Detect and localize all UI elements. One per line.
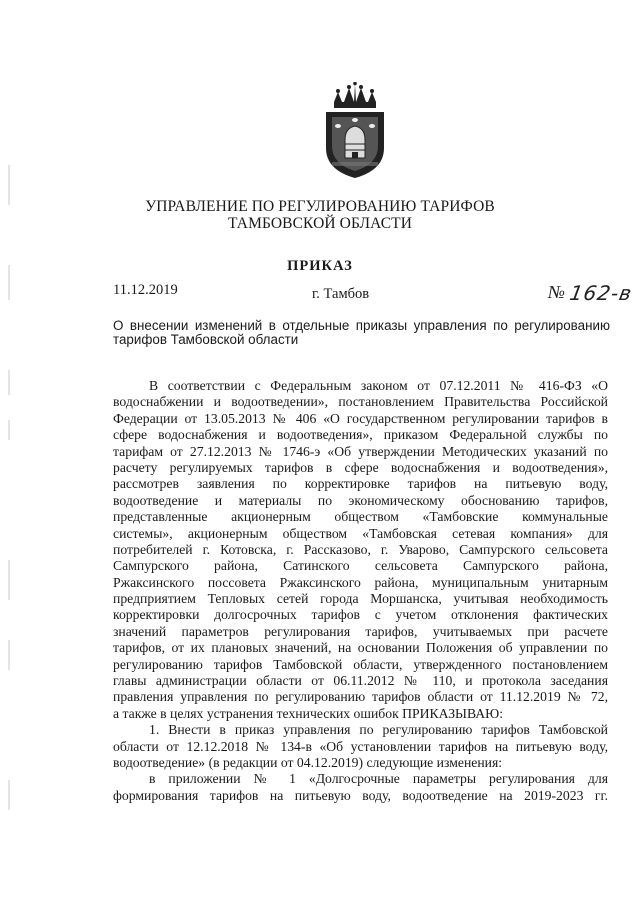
body-line: Сампурского района, Сатинского сельсовета Сампурского района,	[113, 558, 608, 574]
body-line: водоснабжении и водоотведении», постановлением Правительства Российской	[113, 394, 608, 410]
body-line: главы администрации области от 06.11.2012 № 110, и протокола заседания	[113, 673, 608, 689]
body-line: Ржаксинского поссовета Ржаксинского района, муниципальным унитарным	[113, 574, 608, 590]
order-body	[113, 378, 608, 804]
body-line: водоотведение» (в редакции от 04.12.2019) следующие изменения:	[113, 754, 503, 770]
agency-name-line2: ТАМБОВСКОЙ ОБЛАСТИ	[228, 215, 412, 232]
body-line: Федерации от 13.05.2013 № 406 «О государственном регулировании тарифов в	[113, 410, 608, 426]
order-date: 11.12.2019	[113, 282, 178, 298]
body-line: правления управления по регулированию тарифов области от 11.12.2019 № 72,	[113, 689, 608, 705]
body-line: водоотведение и материалы по экономическому обоснованию тарифов,	[113, 492, 608, 508]
body-line: сфере водоснабжения и водоотведения», приказом Федеральной службы по	[113, 427, 608, 443]
body-line: предприятием Тепловых сетей города Моршанска, учитывая необходимость	[113, 591, 608, 607]
subject-line: О внесении изменений в отдельные приказы управления по регулированию	[113, 318, 610, 333]
order-subject	[113, 319, 610, 347]
body-line: в приложении № 1 «Долгосрочные параметры регулирования для	[149, 771, 608, 787]
body-line: 1. Внести в приказ управления по регулированию тарифов Тамбовской	[149, 722, 608, 738]
body-line: системы», акционерным обществом «Тамбовская сетевая компания» для	[113, 525, 608, 541]
body-line: расчету регулируемых тарифов в сфере водоснабжения и водоотведения»,	[113, 459, 608, 475]
order-city: г. Тамбов	[312, 286, 370, 302]
body-line: тарифам от 27.12.2013 № 1746-э «Об утверждении Методических указаний по	[113, 443, 608, 459]
body-line: корректировки долгосрочных тарифов с учетом отклонения фактических	[113, 607, 608, 623]
body-line: значений параметров регулирования тарифов, учитываемых при расчете	[113, 623, 608, 639]
body-line: В соответствии с Федеральным законом от 07.12.2011 № 416-ФЗ «О	[149, 378, 608, 393]
body-line: рассмотрев заявления по корректировке тарифов на питьевую воду,	[113, 476, 608, 492]
body-line: потребителей г. Котовска, г. Рассказово, г. Уварово, Сампурского сельсовета	[113, 541, 608, 557]
body-line: регулированию тарифов Тамбовской области, утвержденного постановлением	[113, 656, 608, 672]
body-line: области от 12.12.2018 № 134-в «Об установлении тарифов на питьевую воду,	[113, 738, 608, 754]
document-type: ПРИКАЗ	[287, 258, 353, 274]
subject-line: тарифов Тамбовской области	[113, 332, 299, 347]
order-number-handwritten: 162-в	[567, 281, 635, 305]
body-line: формирования тарифов на питьевую воду, водоотведение на 2019-2023 гг.	[113, 787, 608, 803]
body-line: а также в целях устранения технических ошибок ПРИКАЗЫВАЮ:	[113, 705, 504, 721]
body-line: тарифов, от их плановых значений, на основании Положения об управлении по	[113, 640, 608, 656]
scan-edge-marks	[0, 0, 16, 905]
body-line: представленные акционерным обществом «Тамбовские коммунальные	[113, 509, 608, 525]
agency-name-line1: УПРАВЛЕНИЕ ПО РЕГУЛИРОВАНИЮ ТАРИФОВ	[145, 198, 495, 215]
order-number-label: №	[548, 282, 565, 302]
tambov-coat-of-arms-icon	[322, 82, 388, 180]
